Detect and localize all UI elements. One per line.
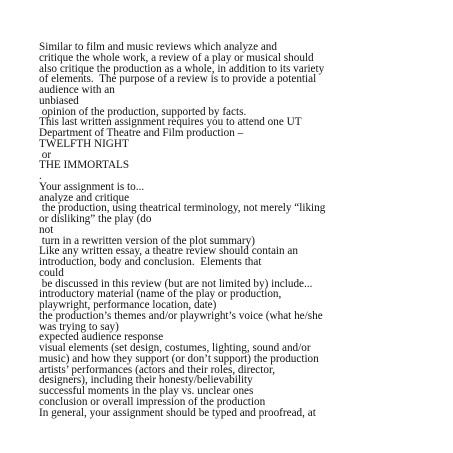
text-line: successful moments in the play vs. unclear ones	[39, 385, 254, 397]
text-line: the production, using theatrical terminology, not merely “liking	[39, 202, 326, 215]
text-line: or disliking” the play (do	[39, 213, 152, 225]
text-line: In general, your assignment should be typed and proofread, at	[39, 406, 316, 419]
text-line: audience with an	[39, 84, 115, 96]
text-line: playwright, performance location, date)	[39, 299, 217, 311]
text-line: or	[39, 148, 52, 161]
text-line: visual elements (set design, costumes, lighting, sound and/or	[39, 342, 311, 354]
text-line: analyze and critique	[39, 191, 130, 204]
text-line: Your assignment is to...	[39, 180, 145, 193]
text-line: Department of Theatre and Film production –	[39, 127, 244, 139]
text-line: of elements. The purpose of a review is to provide a potential	[39, 73, 317, 86]
text-line: not	[39, 223, 54, 236]
document-body	[39, 42, 449, 418]
text-line: could	[39, 266, 64, 279]
text-line: This last written assignment requires you to attend one UT	[39, 116, 302, 129]
text-line: introductory material (name of the play or production,	[39, 288, 282, 301]
text-line: music) and how they support (or don’t support) the production	[39, 352, 319, 365]
text-line: the production’s themes and/or playwright’s voice (what he/she	[39, 309, 323, 322]
text-line: Similar to film and music reviews which analyze and	[39, 41, 277, 53]
text-line: TWELFTH NIGHT	[39, 137, 129, 150]
text-line: critique the whole work, a review of a play or musical should	[39, 51, 314, 64]
text-line: THE IMMORTALS	[39, 159, 130, 172]
text-line: artists’ performances (actors and their roles, director,	[39, 363, 276, 376]
text-line: designers), including their honesty/believability	[39, 374, 253, 387]
text-line: unbiased	[39, 94, 79, 107]
text-line: be discussed in this review (but are not limited by) include...	[39, 277, 313, 290]
text-line: .	[39, 170, 42, 182]
text-line: was trying to say)	[39, 320, 119, 333]
text-line: expected audience response	[39, 331, 164, 344]
text-line: conclusion or overall impression of the production	[39, 395, 266, 408]
text-line: also critique the production as a whole, in addition to its variety	[39, 62, 325, 75]
text-line: introduction, body and conclusion. Elements that	[39, 256, 262, 268]
text-line: turn in a rewritten version of the plot summary)	[39, 234, 255, 247]
text-line: Like any written essay, a theatre review should contain an	[39, 245, 298, 258]
text-line: opinion of the production, supported by facts.	[39, 105, 247, 118]
